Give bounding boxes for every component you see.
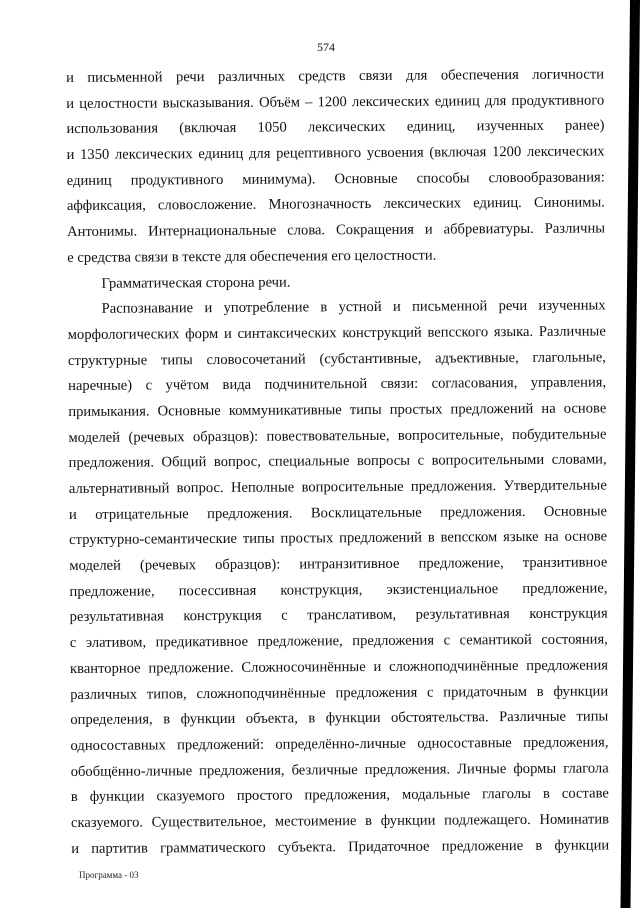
text-line: и отрицательные предложения. Восклицательные предложения. Основные [68, 503, 608, 523]
text-line: морфологических форм и синтаксических конструкций вепсского языка. Различные [67, 323, 606, 343]
text-line: использования (включая 1050 лексических единиц, изученных ранее) [66, 117, 605, 138]
text-line: структурные типы словосочетаний (субстантивные, адъективные, глагольные, [67, 348, 606, 369]
text-line: различных типов, сложноподчинённые предложения с придаточным в функции [70, 682, 609, 703]
page-number: 574 [317, 40, 335, 54]
text-line: предложения. Общий вопрос, специальные вопросы с вопросительными словами, [68, 451, 607, 472]
text-line: односоставных предложений: определённо-личные односоставные предложения, [70, 734, 609, 754]
text-line: аффиксация, словосложение. Многозначность лексических единиц. Синонимы. [66, 194, 605, 215]
text-line: с элативом, предикативное предложение, предложения с семантикой состояния, [69, 631, 608, 652]
text-line: в функции сказуемого простого предложения, модальные глаголы в составе [70, 785, 609, 806]
text-line: результативная конструкция с транслативом, результативная конструкция [69, 605, 608, 626]
text-line: обобщённо-личные предложения, безличные предложения. Личные формы глагола [70, 759, 609, 780]
text-line: единиц продуктивного минимума). Основные способы словообразования: [66, 169, 605, 189]
text-line: примыкания. Основные коммуникативные типы простых предложений на основе [68, 400, 607, 420]
scan-edge-shadow [620, 0, 640, 908]
text-line: моделей (речевых образцов): интранзитивное предложение, транзитивное [69, 554, 608, 575]
text-line: е средства связи в тексте для обеспечения его целостности. [67, 247, 437, 266]
text-line: и целостности высказывания. Объём – 1200 лексических единиц для продуктивного [66, 92, 605, 112]
text-line: Распознавание и употребление в устной и письменной речи изученных [101, 297, 606, 317]
text-line: и партитив грамматического субъекта. Придаточное предложение в функции [71, 837, 610, 857]
text-line: Антонимы. Интернациональные слова. Сокращения и аббревиатуры. Различны [67, 220, 606, 241]
section-heading: Грамматическая сторона речи. [101, 274, 291, 292]
text-line: наречные) с учётом вида подчинительной связи: согласования, управления, [68, 374, 607, 395]
text-line: сказуемого. Существительное, местоимение в функции подлежащего. Номинатив [70, 811, 610, 831]
footer-label: Программа - 03 [79, 870, 139, 880]
text-line: и письменной речи различных средств связи для обеспечения логичности [66, 66, 605, 86]
text-line: предложение, посессивная конструкция, экзистенциальное предложение, [69, 580, 608, 600]
text-line: определения, в функции объекта, в функции обстоятельства. Различные типы [70, 708, 609, 729]
text-line: альтернативный вопрос. Неполные вопросительные предложения. Утвердительные [68, 477, 607, 497]
text-line: и 1350 лексических единиц для рецептивного усвоения (включая 1200 лексических [66, 143, 605, 164]
text-line: структурно-семантические типы простых предложений в вепсском языке на основе [69, 528, 608, 549]
body-text [66, 62, 609, 862]
text-line: моделей (речевых образцов): повествовательные, вопросительные, побудительные [68, 426, 607, 446]
text-line: кванторное предложение. Сложносочинённые и сложноподчинённые предложения [69, 657, 609, 677]
